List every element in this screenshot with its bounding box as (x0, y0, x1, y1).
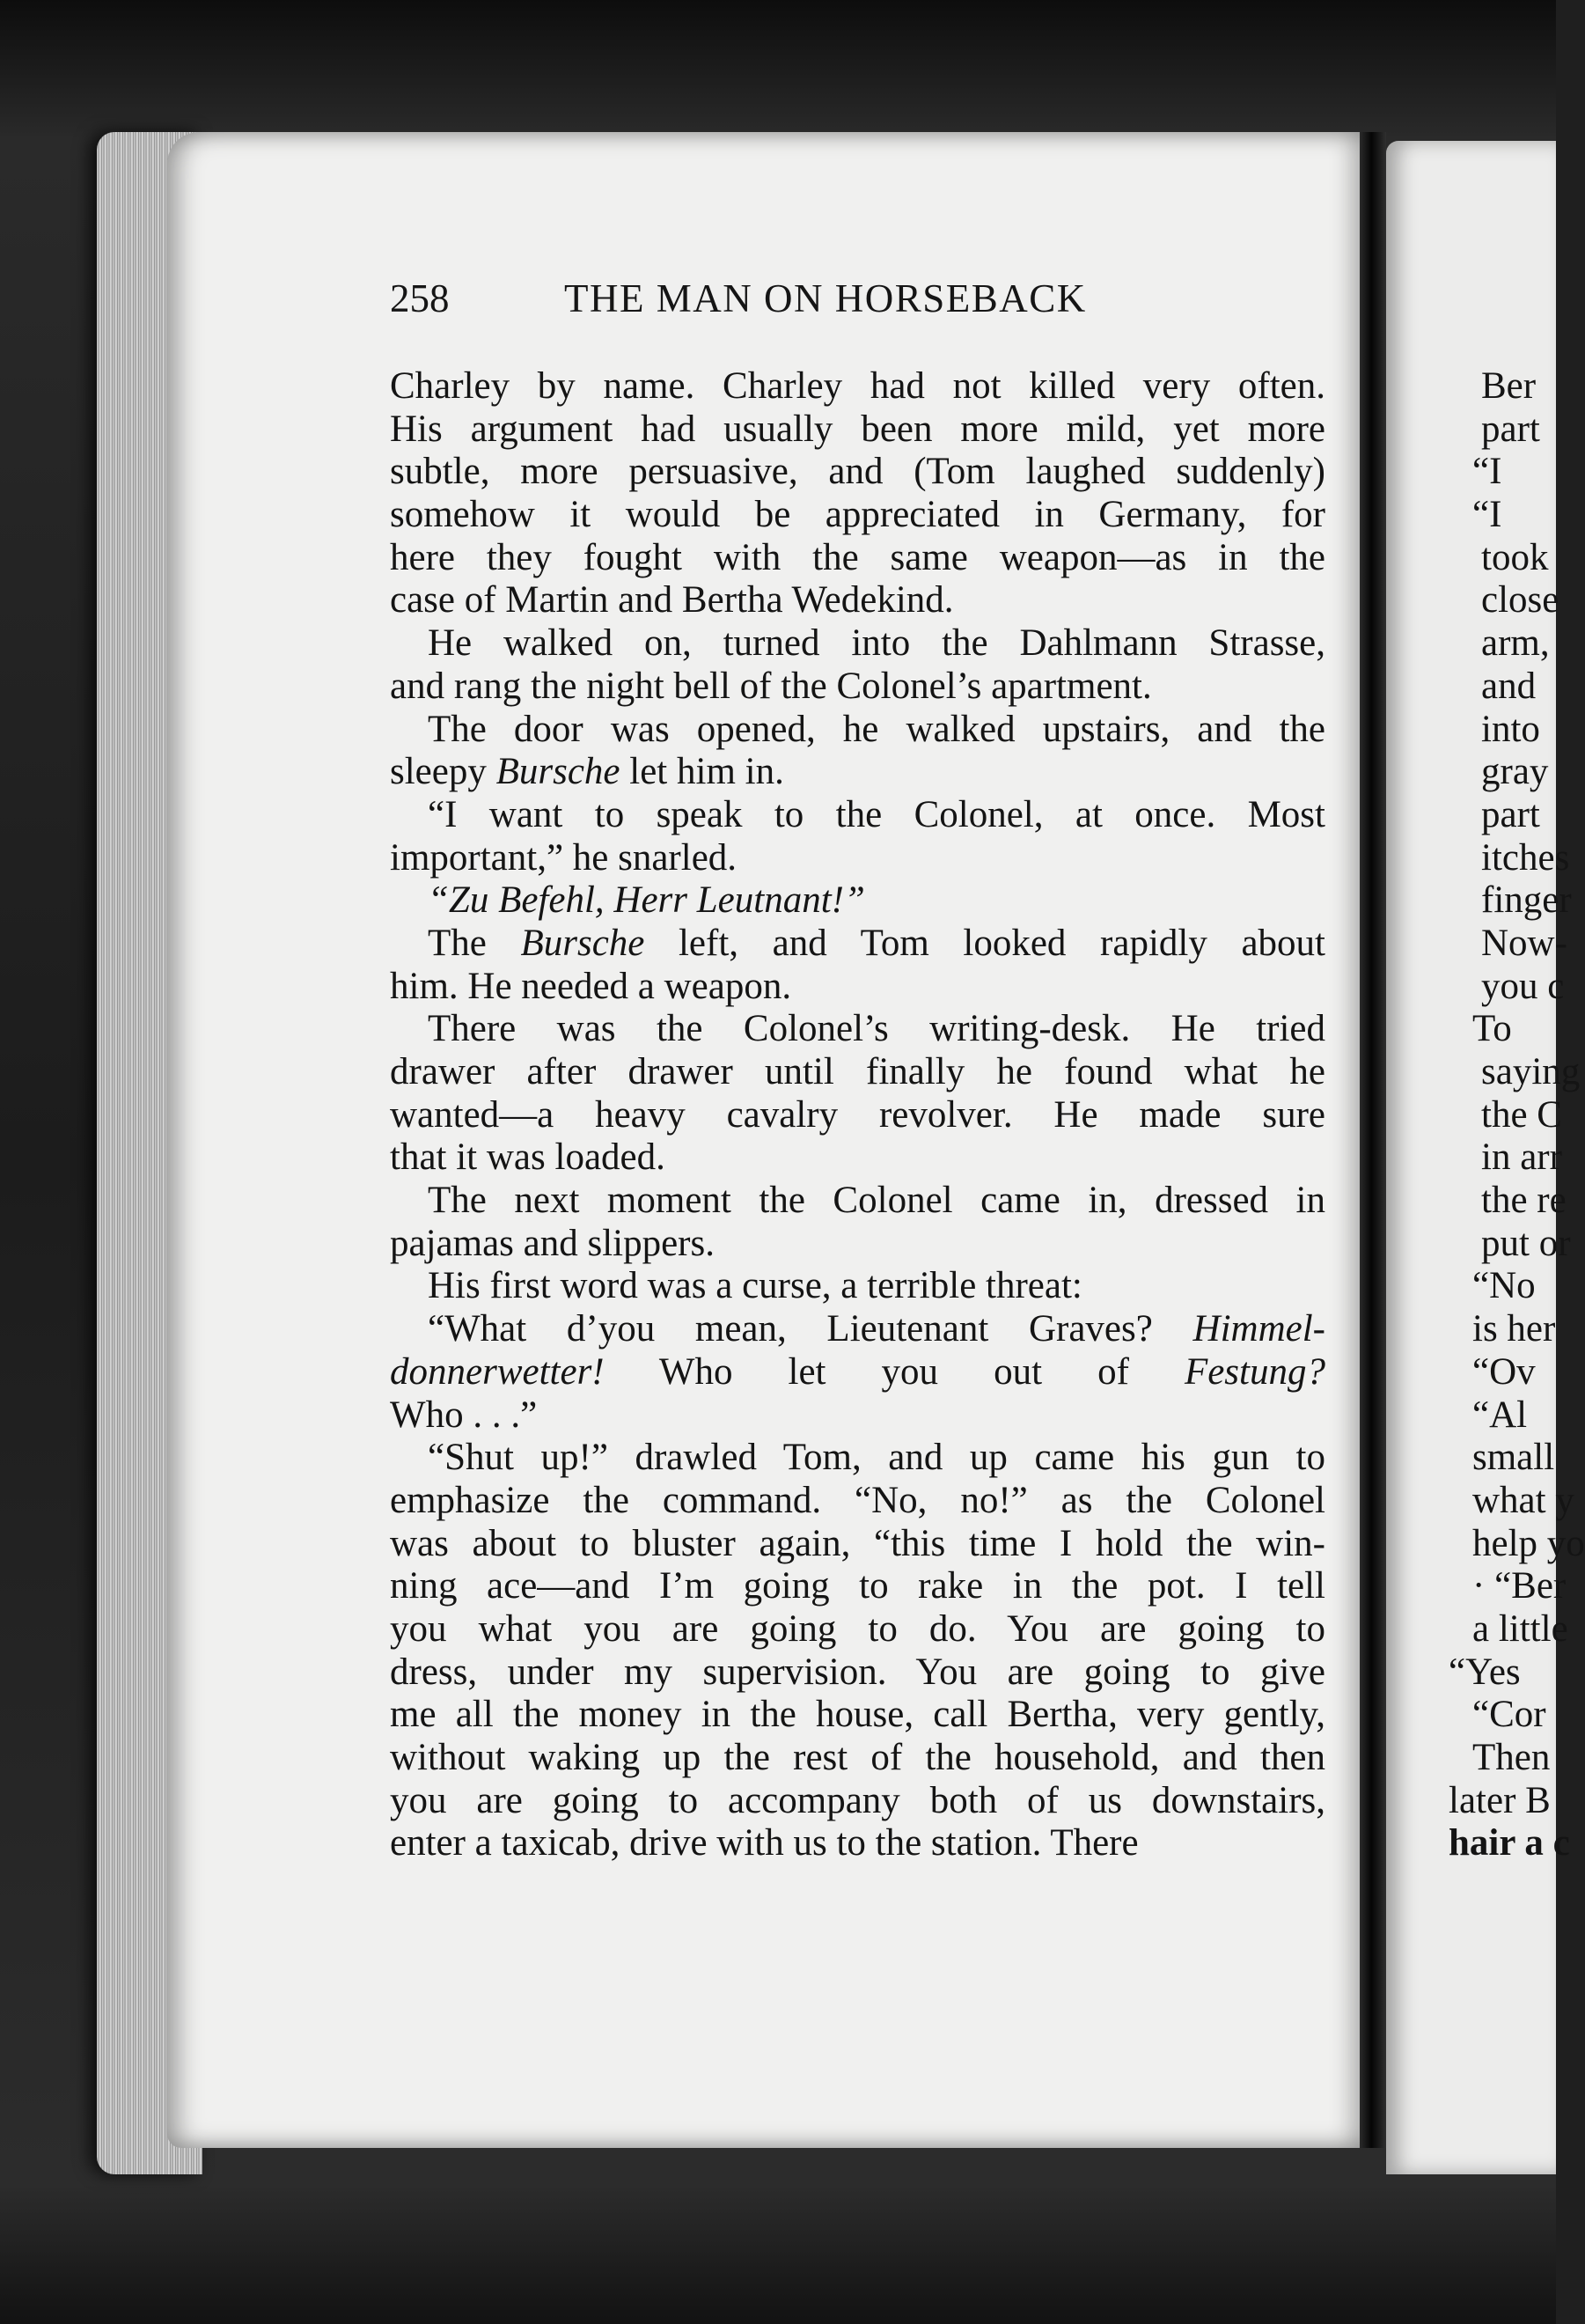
text-line (390, 1008, 1325, 1051)
text-line (390, 1437, 1325, 1480)
next-page-line: what y (1472, 1479, 1574, 1521)
text-run: somehow it would be appreciated in Germany, for (390, 494, 1325, 536)
text-run: Charley by name. Charley had not killed very often. (390, 365, 1325, 407)
next-page-line: finger (1481, 879, 1572, 922)
paragraph (390, 1265, 1325, 1308)
text-line (390, 1136, 1325, 1180)
paragraph (390, 794, 1325, 879)
next-page-text (1449, 365, 1585, 1865)
paragraph (390, 1437, 1325, 1865)
next-page-line: hair a c (1449, 1822, 1570, 1864)
text-line (390, 1780, 1325, 1823)
text-line (390, 837, 1325, 880)
text-line (390, 879, 1325, 923)
text-line (390, 622, 1325, 666)
next-page-line: in arr (1481, 1136, 1562, 1179)
next-page-line: took (1481, 536, 1549, 578)
paragraph (390, 709, 1325, 794)
next-page-line: close (1481, 579, 1559, 621)
text-run: ning ace—and I’m going to rake in the pot. I tell (390, 1565, 1325, 1607)
text-run: wanted—a heavy cavalry revolver. He made sure (390, 1093, 1325, 1136)
text-run: There was the Colonel’s writing-desk. He tried (428, 1008, 1325, 1050)
text-run: important,” he snarled. (390, 836, 737, 879)
text-run: let him in. (620, 751, 784, 793)
text-line (390, 1094, 1325, 1137)
text-run: “I want to speak to the Colonel, at once. Most (428, 793, 1325, 835)
text-run: here they fought with the same weapon—as in the (390, 536, 1325, 578)
text-run: dress, under my supervision. You are going to give (390, 1651, 1325, 1693)
next-page-line: “I (1472, 494, 1502, 536)
next-page-line: Then (1472, 1737, 1551, 1778)
next-page-line: the C (1481, 1093, 1562, 1136)
text-run: “What d’you mean, Lieutenant Graves? (428, 1308, 1193, 1350)
next-page-line: itches (1481, 836, 1570, 879)
text-run: Who . . .” (390, 1394, 538, 1436)
text-line (390, 794, 1325, 837)
text-line (390, 408, 1325, 452)
text-run: “Shut up!” drawled Tom, and up came his gun to (428, 1437, 1325, 1479)
text-run: He walked on, turned into the Dahlmann Strasse, (428, 622, 1325, 665)
running-head: THE MAN ON HORSEBACK (564, 276, 1087, 320)
paragraph (390, 1008, 1325, 1180)
text-run: that it was loaded. (390, 1136, 665, 1179)
next-page-line: “Cor (1472, 1694, 1546, 1736)
text-line (390, 494, 1325, 537)
text-run: His first word was a curse, a terrible threat: (428, 1265, 1082, 1307)
text-line (390, 1523, 1325, 1566)
paragraph (390, 1308, 1325, 1437)
next-page-line: “No (1472, 1265, 1536, 1307)
paragraph (390, 923, 1325, 1008)
text-run: without waking up the rest of the household, and then (390, 1737, 1325, 1778)
text-run: Who let you out of (604, 1350, 1185, 1393)
next-page-line: the re (1481, 1180, 1567, 1222)
paragraph (390, 622, 1325, 708)
text-run: The door was opened, he walked upstairs, and the (428, 708, 1325, 750)
next-page-line: help yo (1472, 1522, 1585, 1564)
next-page-line: a little (1472, 1607, 1568, 1650)
text-run: emphasize the command. “No, no!” as the Colonel (390, 1479, 1325, 1521)
text-run: pajamas and slippers. (390, 1222, 715, 1264)
text-run: and rang the night bell of the Colonel’s apartment. (390, 665, 1152, 707)
next-page-line: and (1481, 665, 1537, 707)
paragraph (390, 365, 1325, 622)
next-page-line: into (1481, 708, 1540, 750)
text-line (390, 709, 1325, 752)
next-page-line: “Ov (1472, 1350, 1536, 1393)
italic-text: Himmel- (1192, 1308, 1325, 1350)
next-page-line: part (1481, 793, 1540, 835)
paragraph (390, 1180, 1325, 1265)
text-line (390, 1651, 1325, 1695)
text-line (390, 537, 1325, 580)
next-page-line: arm, (1481, 622, 1550, 665)
text-line (390, 1051, 1325, 1094)
text-run: drawer after drawer until finally he found what he (390, 1051, 1325, 1092)
text-run: you what you are going to do. You are going to (390, 1607, 1325, 1650)
next-page-line: · “Ber (1472, 1565, 1567, 1607)
next-page-line: small (1472, 1437, 1555, 1479)
next-page-line: is her (1472, 1308, 1556, 1350)
text-line (390, 579, 1325, 622)
text-line (390, 1565, 1325, 1608)
text-line (390, 966, 1325, 1009)
text-line (390, 1351, 1325, 1394)
next-page-line: “Al (1472, 1394, 1528, 1436)
text-run: subtle, more persuasive, and (Tom laughed suddenly) (390, 451, 1325, 493)
paragraph (390, 879, 1325, 923)
text-run: was about to bluster again, “this time I hold the win- (390, 1522, 1325, 1564)
text-run: him. He needed a weapon. (390, 965, 792, 1007)
next-page-line: gray (1481, 751, 1549, 793)
next-page-line: “I (1472, 451, 1502, 493)
body-text (390, 365, 1325, 1865)
italic-text: Bursche (495, 751, 620, 793)
book-gutter (1360, 132, 1386, 2148)
next-page-line: later B (1449, 1779, 1551, 1821)
text-run: you are going to accompany both of us downstairs, (390, 1779, 1325, 1821)
text-run: left, and Tom looked rapidly about (644, 922, 1325, 964)
italic-text: Festung? (1184, 1350, 1325, 1393)
text-line (390, 751, 1325, 794)
text-line (390, 923, 1325, 966)
text-run: His argument had usually been more mild, yet more (390, 408, 1325, 450)
text-line (390, 1694, 1325, 1737)
text-run: The next moment the Colonel came in, dressed in (428, 1180, 1325, 1222)
text-line (390, 1223, 1325, 1266)
next-page-line: saying (1481, 1051, 1581, 1092)
text-line (390, 365, 1325, 408)
text-line (390, 1394, 1325, 1438)
page-number: 258 (390, 276, 450, 320)
next-page-line: part (1481, 408, 1540, 450)
next-page-line: put or (1481, 1222, 1571, 1264)
italic-text: “Zu Befehl, Herr Leutnant!” (428, 879, 865, 922)
text-line (390, 1737, 1325, 1780)
text-line (390, 451, 1325, 494)
text-run: me all the money in the house, call Bertha, very gently, (390, 1694, 1325, 1736)
text-run: sleepy (390, 751, 496, 793)
text-run: case of Martin and Bertha Wedekind. (390, 579, 954, 621)
text-line (390, 1308, 1325, 1351)
text-line (390, 1608, 1325, 1651)
next-page-line: To (1472, 1008, 1512, 1050)
text-line (390, 1822, 1325, 1865)
italic-text: donnerwetter! (390, 1350, 605, 1393)
text-line (390, 1480, 1325, 1523)
text-line (390, 1180, 1325, 1223)
page-header (390, 276, 1332, 328)
text-line (390, 666, 1325, 709)
text-run: enter a taxicab, drive with us to the station. There (390, 1822, 1139, 1864)
next-page-line: “Yes (1449, 1651, 1521, 1693)
next-page-line: Ber (1481, 365, 1537, 407)
next-page-line: you c (1481, 965, 1565, 1007)
text-line (390, 1265, 1325, 1308)
next-page-line: Now- (1481, 922, 1567, 964)
text-run: The (428, 922, 521, 964)
italic-text: Bursche (520, 922, 645, 964)
